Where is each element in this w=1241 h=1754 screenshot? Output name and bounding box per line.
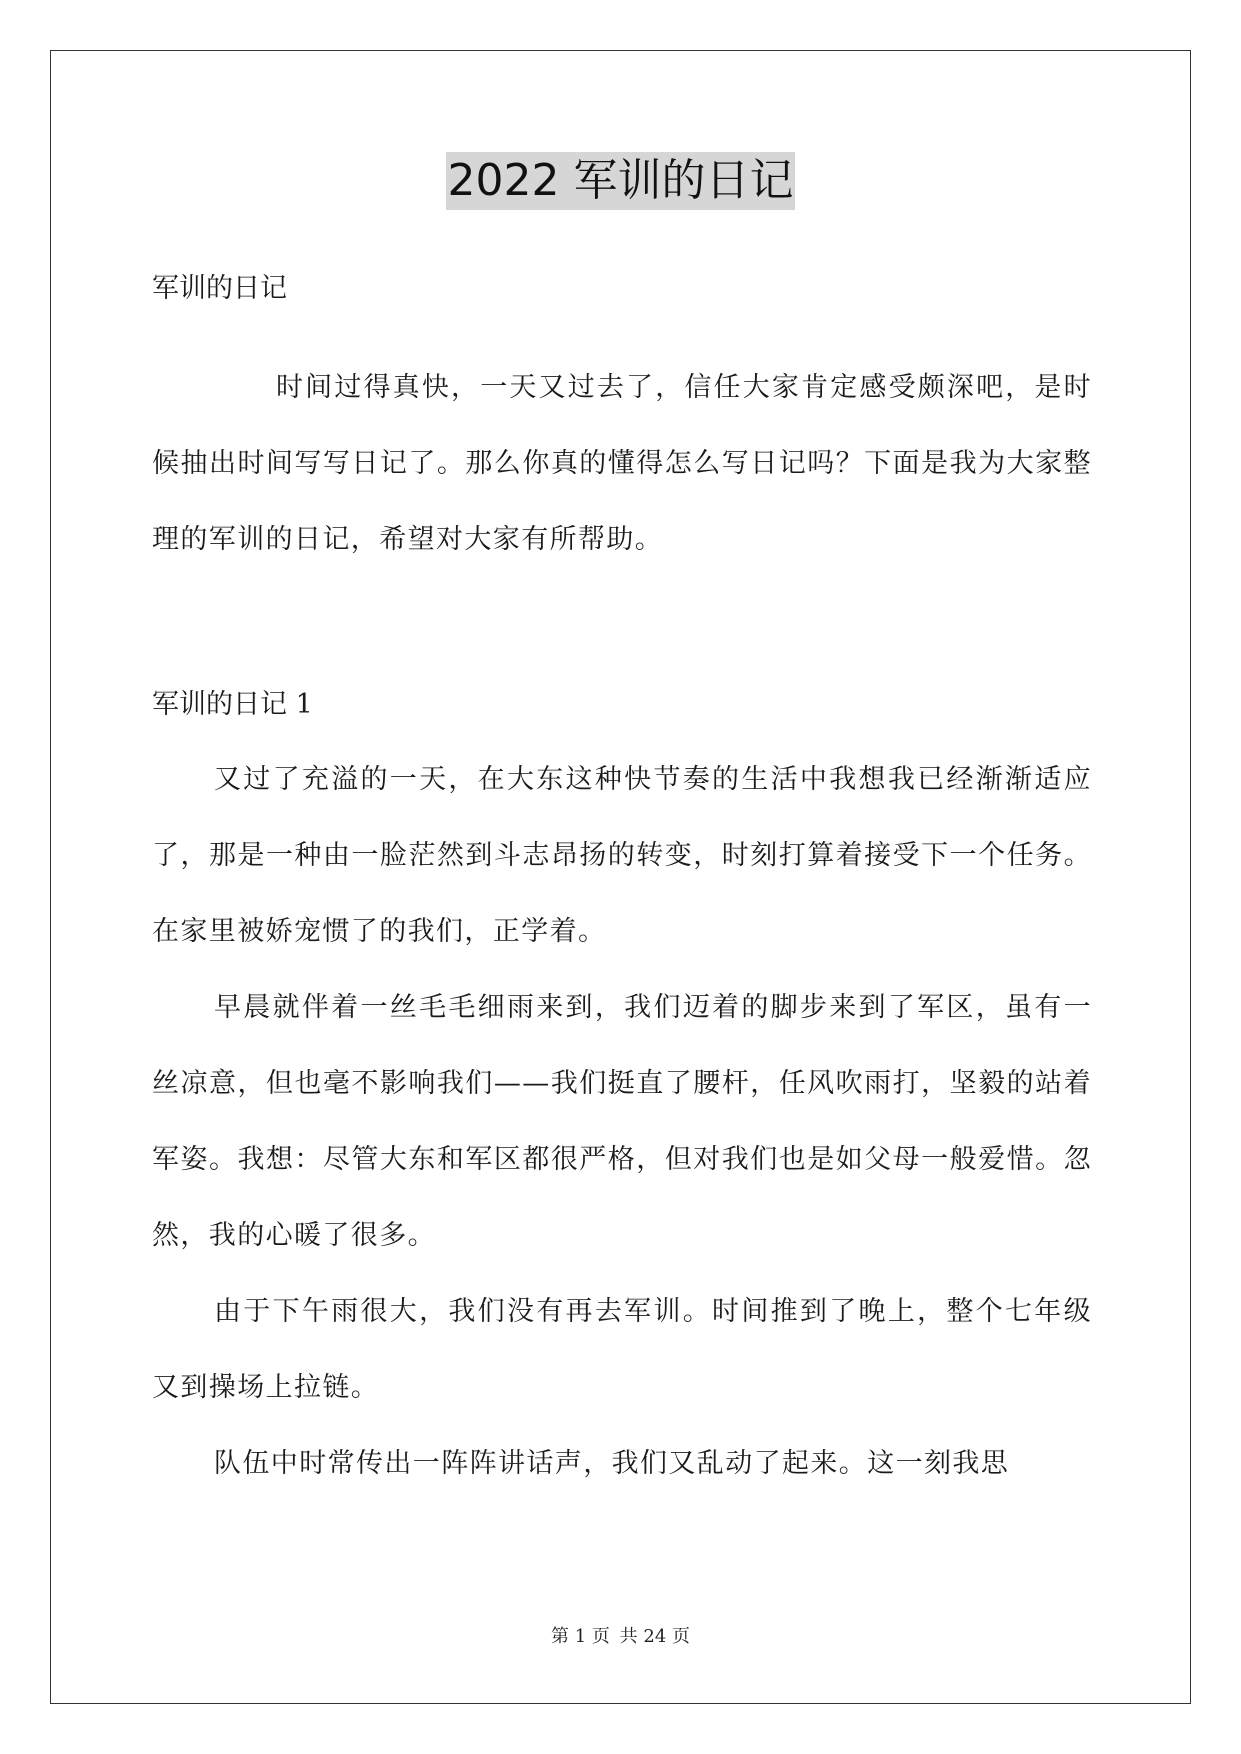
page-footer xyxy=(0,1622,1241,1648)
document-body xyxy=(152,258,1092,1502)
body-paragraph: 由于下午雨很大，我们没有再去军训。时间推到了晚上，整个七年级又到操场上拉链。 xyxy=(152,1296,1092,1403)
section-spacer xyxy=(152,578,1092,674)
intro-heading: 军训的日记 xyxy=(152,273,287,304)
page-number: 第 1 页 xyxy=(551,1626,610,1647)
page-total: 共 24 页 xyxy=(619,1626,690,1647)
section-heading: 军训的日记 1 xyxy=(152,689,313,720)
body-paragraph: 又过了充溢的一天，在大东这种快节奏的生活中我想我已经渐渐适应了，那是一种由一脸茫然到斗志昂扬的转变，时刻打算着接受下一个任务。在家里被娇宠惯了的我们，正学着。 xyxy=(152,764,1092,947)
body-paragraph: 队伍中时常传出一阵阵讲话声，我们又乱动了起来。这一刻我思 xyxy=(214,1448,1010,1479)
intro-paragraph: 时间过得真快，一天又过去了，信任大家肯定感受颇深吧，是时候抽出时间写写日记了。那么你真的懂得怎么写日记吗？下面是我为大家整理的军训的日记，希望对大家有所帮助。 xyxy=(152,372,1092,555)
document-title: 2022 军训的日记 xyxy=(446,152,796,210)
title-container xyxy=(0,152,1241,210)
body-paragraph: 早晨就伴着一丝毛毛细雨来到，我们迈着的脚步来到了军区，虽有一丝凉意，但也毫不影响我们——我们挺直了腰杆，任风吹雨打，坚毅的站着军姿。我想：尽管大东和军区都很严格，但对我们也是如父母一般爱惜。忽然，我的心暖了很多。 xyxy=(152,992,1092,1251)
